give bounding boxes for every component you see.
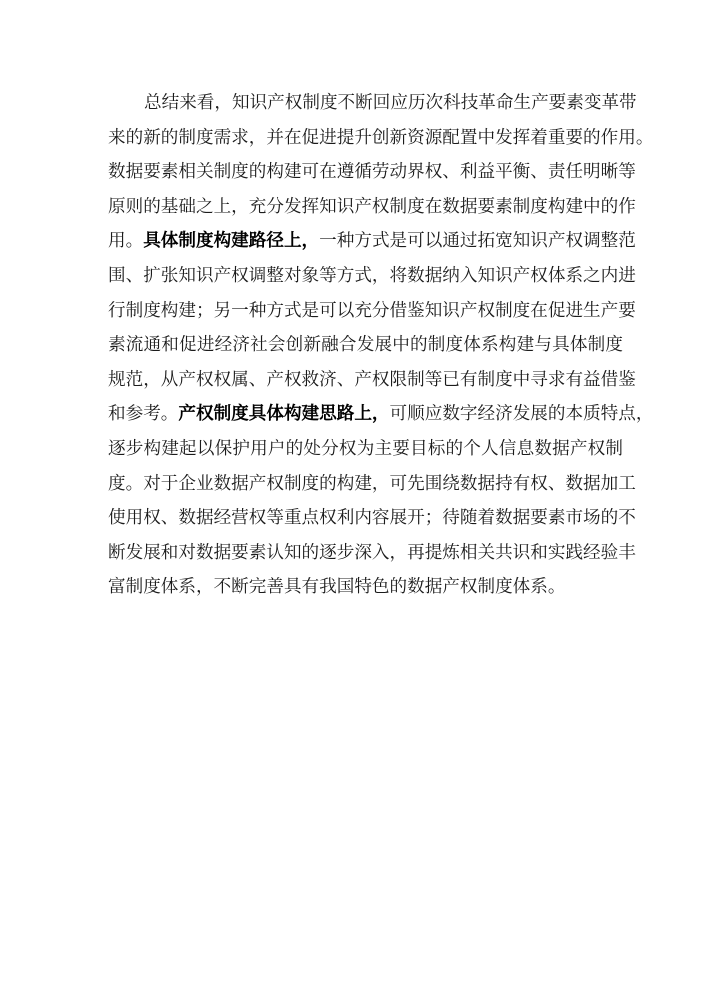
text-segment: 使用权、数据经营权等重点权利内容展开；待随着数据要素市场的不 bbox=[108, 508, 636, 529]
paragraph-line bbox=[108, 259, 636, 294]
paragraph-line bbox=[108, 501, 636, 536]
paragraph-line bbox=[108, 570, 623, 605]
text-segment: 断发展和对数据要素认知的逐步深入，再提炼相关共识和实践经验丰 bbox=[108, 542, 636, 563]
bold-heading-phrase: 具体制度构建路径上， bbox=[143, 231, 320, 252]
paragraph-line bbox=[108, 155, 636, 190]
text-segment: 和参考。 bbox=[108, 404, 179, 425]
text-segment: 围、扩张知识产权调整对象等方式，将数据纳入知识产权体系之内进 bbox=[108, 265, 636, 286]
paragraph-line bbox=[108, 190, 636, 225]
text-segment: 素流通和促进经济社会创新融合发展中的制度体系构建与具体制度 bbox=[108, 335, 623, 356]
paragraph-line bbox=[108, 432, 623, 467]
text-segment: 一种方式是可以通过拓宽知识产权调整范 bbox=[319, 231, 636, 252]
paragraph-line bbox=[108, 397, 654, 432]
paragraph-line bbox=[108, 224, 636, 259]
paragraph-line bbox=[108, 121, 654, 156]
text-segment: 行制度构建；另一种方式是可以充分借鉴知识产权制度在促进生产要 bbox=[108, 300, 636, 321]
bold-heading-phrase: 产权制度具体构建思路上， bbox=[178, 404, 390, 425]
text-segment: 规范，从产权权属、产权救济、产权限制等已有制度中寻求有益借鉴 bbox=[108, 369, 636, 390]
text-segment: 来的新的制度需求，并在促进提升创新资源配置中发挥着重要的作用。 bbox=[108, 127, 654, 148]
paragraph-line bbox=[108, 536, 636, 571]
text-segment: 总结来看，知识产权制度不断回应历次科技革命生产要素变革带 bbox=[144, 93, 637, 113]
paragraph-line bbox=[108, 363, 636, 398]
paragraph-line bbox=[108, 467, 636, 502]
text-segment: 度。对于企业数据产权制度的构建，可先围绕数据持有权、数据加工 bbox=[108, 473, 636, 494]
text-segment: 逐步构建起以保护用户的处分权为主要目标的个人信息数据产权制 bbox=[108, 438, 623, 459]
text-segment: 用。 bbox=[108, 231, 144, 252]
paragraph-line bbox=[108, 328, 623, 363]
text-segment: 富制度体系，不断完善具有我国特色的数据产权制度体系。 bbox=[108, 577, 566, 598]
body-paragraph bbox=[108, 86, 654, 605]
paragraph-line bbox=[108, 86, 637, 121]
paragraph-line bbox=[108, 294, 636, 329]
text-segment: 原则的基础之上，充分发挥知识产权制度在数据要素制度构建中的作 bbox=[108, 196, 636, 217]
text-segment: 可顺应数字经济发展的本质特点， bbox=[389, 404, 654, 425]
text-segment: 数据要素相关制度的构建可在遵循劳动界权、利益平衡、责任明晰等 bbox=[108, 162, 636, 183]
